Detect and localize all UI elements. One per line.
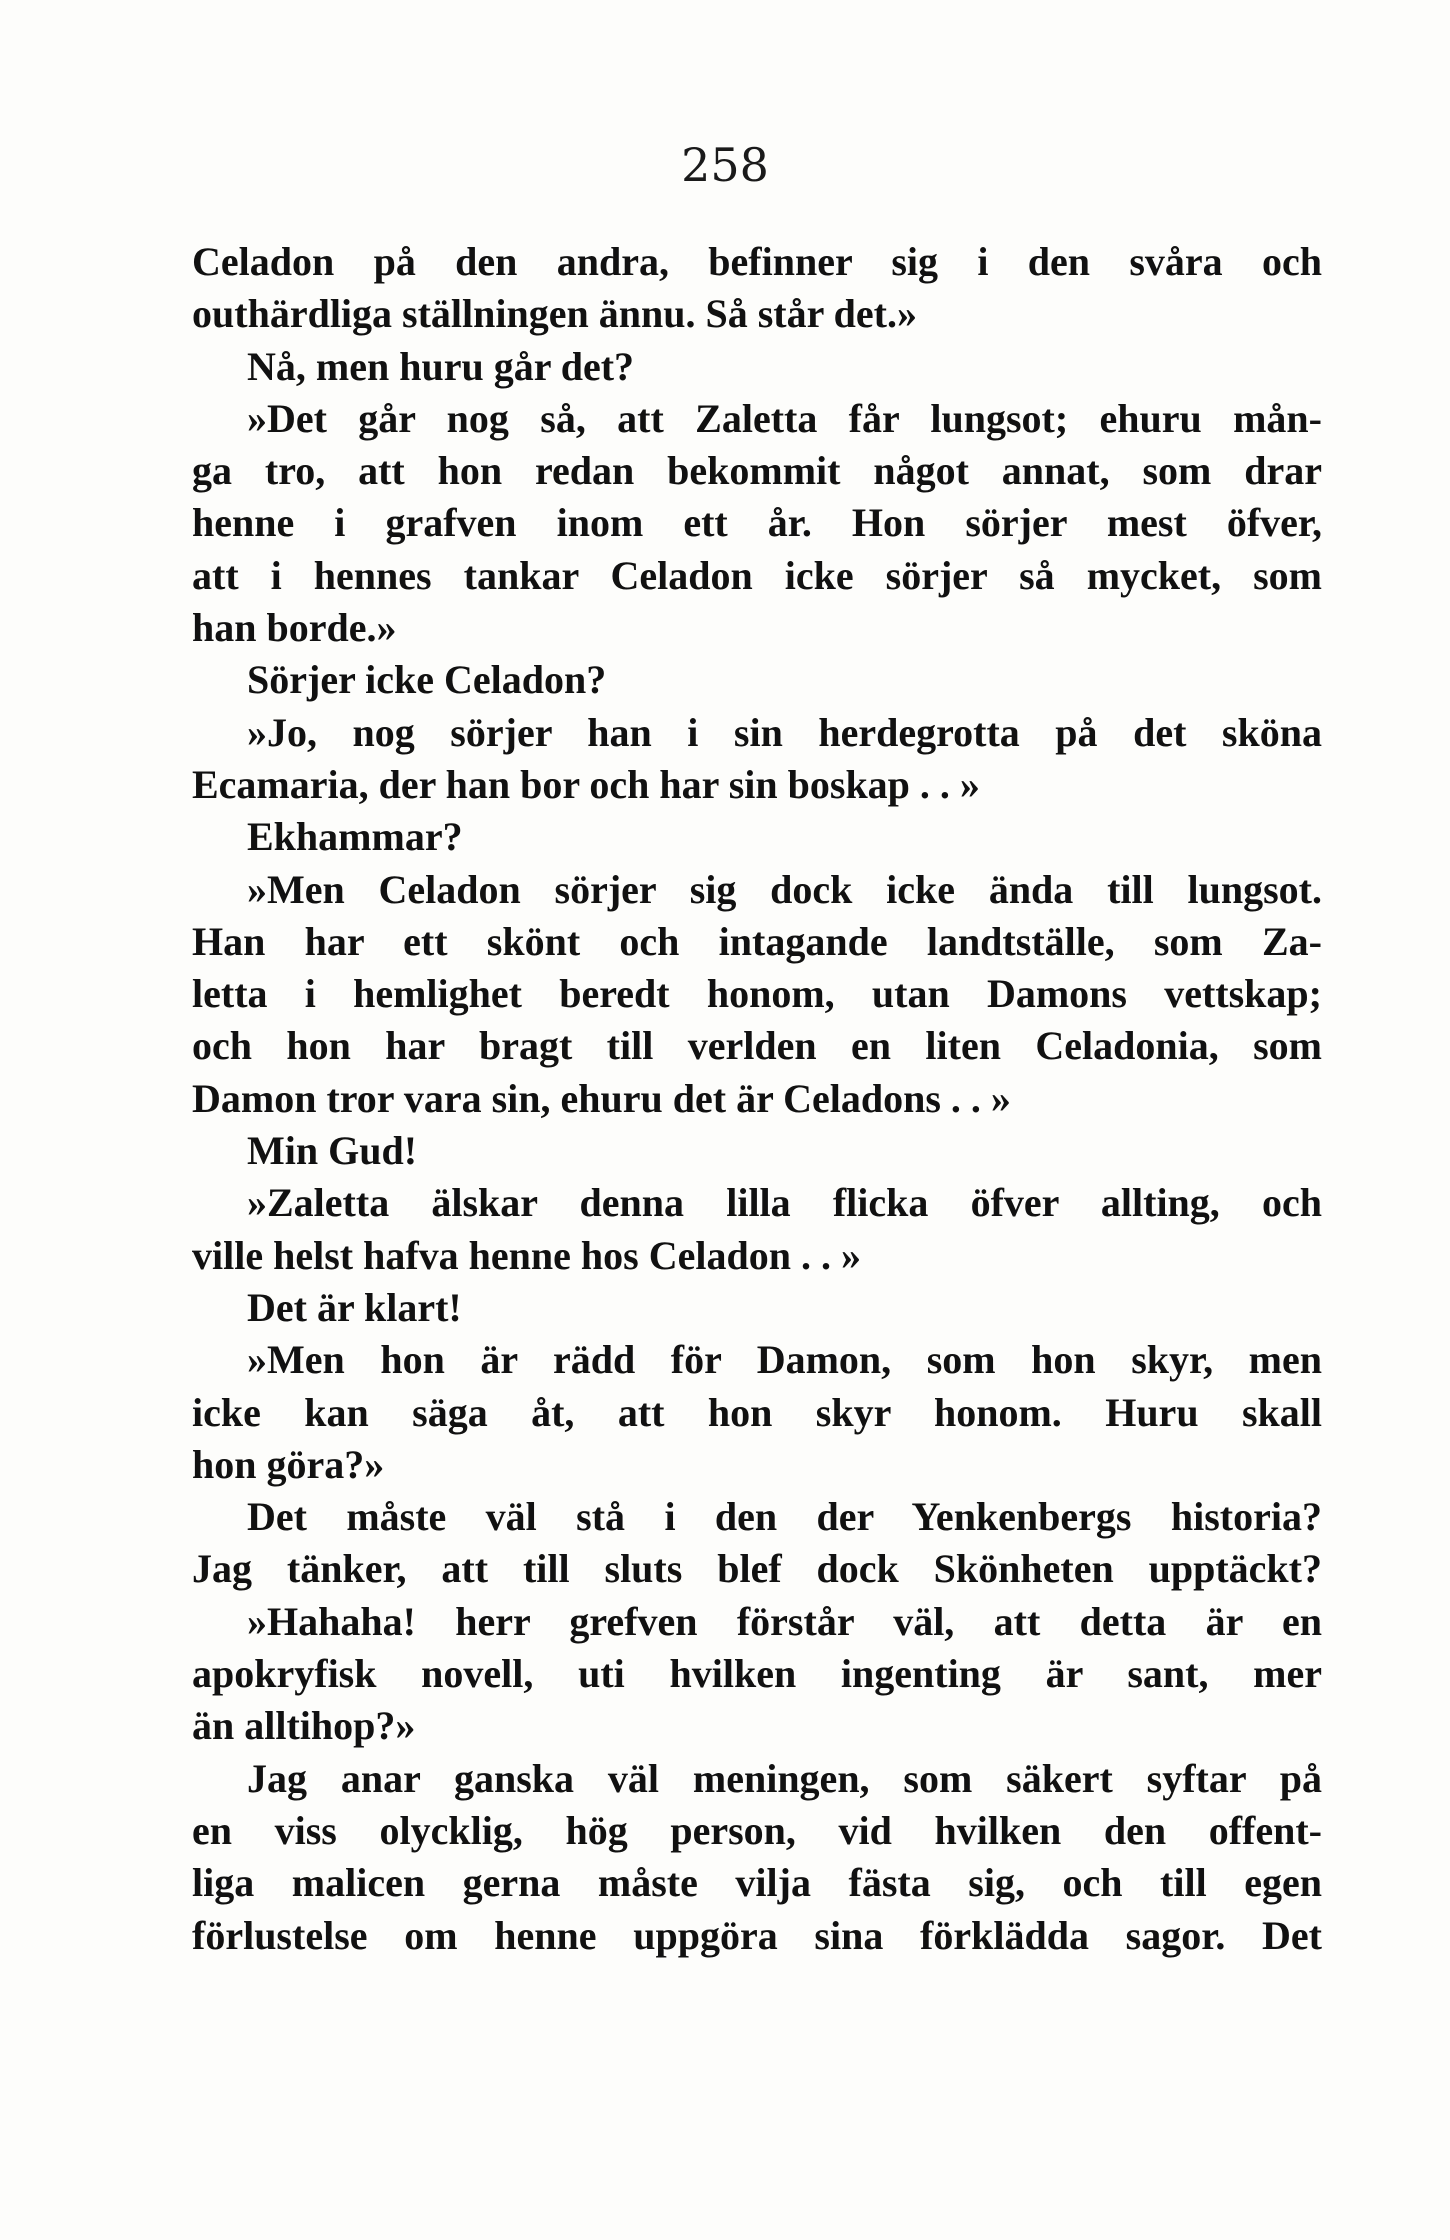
text-line: han borde.» — [192, 605, 397, 651]
text-line: Det är klart! — [247, 1284, 462, 1330]
text-line: letta i hemlighet beredt honom, utan Damons vettskap; — [192, 971, 1322, 1017]
text-line: Damon tror vara sin, ehuru det är Celadons . . » — [192, 1075, 1011, 1121]
text-line: »Zaletta älskar denna lilla flicka öfver allting, och — [247, 1180, 1322, 1226]
text-line: Ecamaria, der han bor och har sin boskap . . » — [192, 761, 980, 807]
text-line: »Men Celadon sörjer sig dock icke ända till lungsot. — [247, 866, 1322, 912]
text-line: liga malicen gerna måste vilja fästa sig, och till egen — [192, 1860, 1322, 1906]
text-line: Jag anar ganska väl meningen, som säkert syftar på — [247, 1755, 1322, 1801]
text-line: apokryfisk novell, uti hvilken ingenting är sant, mer — [192, 1651, 1322, 1697]
page-number: 258 — [681, 138, 769, 192]
text-line: Sörjer icke Celadon? — [247, 657, 607, 703]
text-line: förlustelse om henne uppgöra sina förklädda sagor. Det — [192, 1912, 1322, 1958]
body-text — [192, 236, 1322, 1962]
text-line: »Jo, nog sörjer han i sin herdegrotta på det sköna — [247, 709, 1322, 755]
text-line: ville helst hafva henne hos Celadon . . » — [192, 1232, 861, 1278]
text-line: hon göra?» — [192, 1441, 385, 1487]
text-line: outhärdliga ställningen ännu. Så står det.» — [192, 291, 917, 337]
text-line: icke kan säga åt, att hon skyr honom. Huru skall — [192, 1389, 1322, 1435]
text-line: henne i grafven inom ett år. Hon sörjer mest öfver, — [192, 500, 1322, 546]
text-line: att i hennes tankar Celadon icke sörjer så mycket, som — [192, 552, 1322, 598]
text-line: Nå, men huru går det? — [247, 343, 635, 389]
text-line: Det måste väl stå i den der Yenkenbergs historia? — [247, 1494, 1322, 1540]
text-line: en viss olycklig, hög person, vid hvilken den offent- — [192, 1807, 1322, 1853]
text-line: Celadon på den andra, befinner sig i den svåra och — [192, 239, 1322, 284]
text-line: Ekhammar? — [247, 814, 463, 860]
text-line: Min Gud! — [247, 1128, 418, 1174]
text-line: »Det går nog så, att Zaletta får lungsot; ehuru mån- — [247, 395, 1322, 441]
text-line: Han har ett skönt och intagande landtställe, som Za- — [192, 918, 1322, 964]
text-line: »Men hon är rädd för Damon, som hon skyr, men — [247, 1337, 1322, 1383]
text-line: ga tro, att hon redan bekommit något annat, som drar — [192, 448, 1322, 494]
text-line: än alltihop?» — [192, 1703, 416, 1749]
text-line: Jag tänker, att till sluts blef dock Skönheten upptäckt? — [192, 1546, 1322, 1592]
text-line: och hon har bragt till verlden en liten Celadonia, som — [192, 1023, 1322, 1069]
text-line: »Hahaha! herr grefven förstår väl, att detta är en — [247, 1598, 1322, 1644]
